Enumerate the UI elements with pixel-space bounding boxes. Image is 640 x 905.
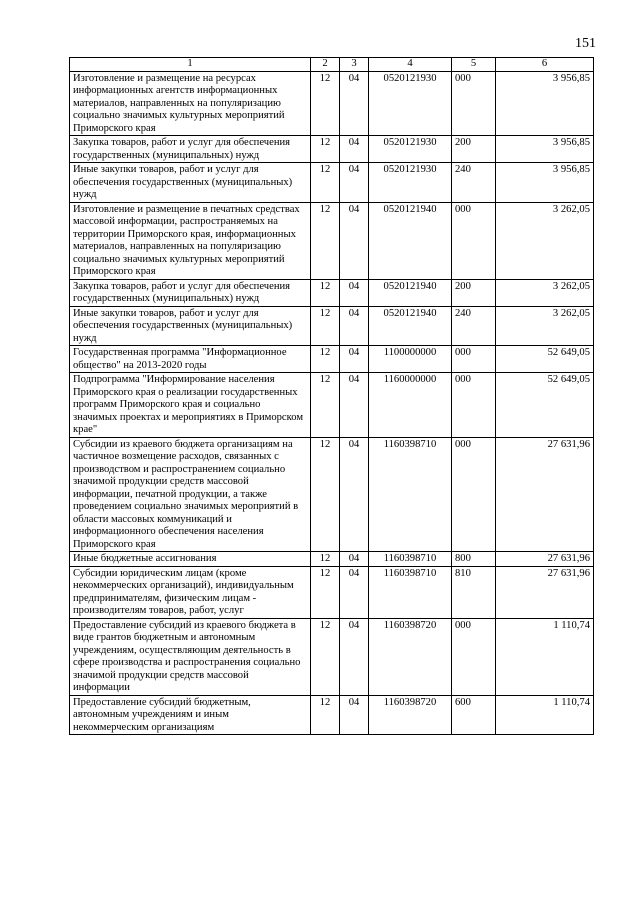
row-type-cell: 000 [452,373,496,438]
row-section-cell: 12 [311,695,340,735]
table-row [70,346,594,373]
row-section-cell: 12 [311,437,340,552]
row-subsection-cell: 04 [340,306,369,346]
row-code-cell: 0520121930 [369,163,452,203]
row-name-cell: Подпрограмма "Информирование населения Приморского края о реализации государственных программ Приморского края и социально значимых проектах и мероприятиях в Приморском крае" [70,373,311,438]
row-subsection-cell: 04 [340,279,369,306]
row-subsection-cell: 04 [340,202,369,279]
row-code-cell: 1160000000 [369,373,452,438]
row-type-cell: 240 [452,306,496,346]
row-type-cell: 200 [452,279,496,306]
row-type-cell: 000 [452,346,496,373]
column-header: 4 [369,58,452,72]
row-sum-cell: 3 956,85 [496,136,594,163]
row-type-cell: 000 [452,437,496,552]
row-code-cell: 1160398710 [369,566,452,618]
row-sum-cell: 27 631,96 [496,566,594,618]
table-row [70,566,594,618]
row-type-cell: 000 [452,618,496,695]
row-sum-cell: 3 262,05 [496,202,594,279]
table-row [70,306,594,346]
row-sum-cell: 1 110,74 [496,695,594,735]
row-code-cell: 0520121940 [369,306,452,346]
row-section-cell: 12 [311,163,340,203]
row-sum-cell: 3 262,05 [496,306,594,346]
row-sum-cell: 52 649,05 [496,346,594,373]
row-subsection-cell: 04 [340,618,369,695]
row-name-cell: Предоставление субсидий из краевого бюджета в виде грантов бюджетным и автономным учреждениям, осуществляющим деятельность в сфере производства и распространения социально значимой продукции средств массовой информации [70,618,311,695]
row-type-cell: 800 [452,552,496,567]
column-header: 3 [340,58,369,72]
row-name-cell: Иные закупки товаров, работ и услуг для обеспечения государственных (муниципальных) нужд [70,306,311,346]
row-code-cell: 1160398710 [369,437,452,552]
row-name-cell: Иные бюджетные ассигнования [70,552,311,567]
table-header-row [70,58,594,72]
row-section-cell: 12 [311,71,340,136]
row-sum-cell: 27 631,96 [496,437,594,552]
row-section-cell: 12 [311,279,340,306]
row-subsection-cell: 04 [340,71,369,136]
table-row [70,163,594,203]
row-code-cell: 1160398710 [369,552,452,567]
row-type-cell: 000 [452,71,496,136]
row-code-cell: 1160398720 [369,695,452,735]
row-name-cell: Иные закупки товаров, работ и услуг для обеспечения государственных (муниципальных) нужд [70,163,311,203]
row-subsection-cell: 04 [340,346,369,373]
column-header: 6 [496,58,594,72]
row-type-cell: 810 [452,566,496,618]
table-row [70,437,594,552]
row-type-cell: 240 [452,163,496,203]
row-code-cell: 0520121930 [369,71,452,136]
row-subsection-cell: 04 [340,552,369,567]
row-type-cell: 600 [452,695,496,735]
row-name-cell: Субсидии юридическим лицам (кроме некоммерческих организаций), индивидуальным предпринимателям, физическим лицам - производителям товаров, работ, услуг [70,566,311,618]
table-row [70,202,594,279]
row-section-cell: 12 [311,373,340,438]
row-name-cell: Закупка товаров, работ и услуг для обеспечения государственных (муниципальных) нужд [70,136,311,163]
row-name-cell: Субсидии из краевого бюджета организациям на частичное возмещение расходов, связанных с производством и распространением социально значимой продукции средств массовой информации, печатной продукции, а также проведением социально значимых мероприятий в области массовых коммуникаций и информационного обеспечения населения Приморского края [70,437,311,552]
row-type-cell: 200 [452,136,496,163]
row-name-cell: Предоставление субсидий бюджетным, автономным учреждениям и иным некоммерческим организациям [70,695,311,735]
row-section-cell: 12 [311,202,340,279]
column-header: 5 [452,58,496,72]
row-code-cell: 0520121940 [369,279,452,306]
row-code-cell: 0520121930 [369,136,452,163]
row-section-cell: 12 [311,346,340,373]
row-section-cell: 12 [311,552,340,567]
row-code-cell: 0520121940 [369,202,452,279]
row-subsection-cell: 04 [340,437,369,552]
row-code-cell: 1100000000 [369,346,452,373]
row-name-cell: Изготовление и размещение в печатных средствах массовой информации, распространяемых на территории Приморского края, информационных материалов, направленных на популяризацию социально значимых культурных мероприятий Приморского края [70,202,311,279]
column-header: 1 [70,58,311,72]
row-code-cell: 1160398720 [369,618,452,695]
row-section-cell: 12 [311,566,340,618]
row-name-cell: Изготовление и размещение на ресурсах информационных агентств информационных материалов, направленных на популяризацию социально значимых культурных мероприятий Приморского края [70,71,311,136]
row-section-cell: 12 [311,306,340,346]
row-subsection-cell: 04 [340,695,369,735]
row-sum-cell: 3 956,85 [496,163,594,203]
page-number: 151 [575,36,596,51]
row-name-cell: Закупка товаров, работ и услуг для обеспечения государственных (муниципальных) нужд [70,279,311,306]
table-row [70,552,594,567]
row-sum-cell: 1 110,74 [496,618,594,695]
budget-table [69,57,594,735]
row-type-cell: 000 [452,202,496,279]
row-sum-cell: 3 956,85 [496,71,594,136]
row-sum-cell: 27 631,96 [496,552,594,567]
table-row [70,618,594,695]
table-row [70,136,594,163]
row-section-cell: 12 [311,618,340,695]
row-sum-cell: 3 262,05 [496,279,594,306]
column-header: 2 [311,58,340,72]
row-subsection-cell: 04 [340,163,369,203]
row-sum-cell: 52 649,05 [496,373,594,438]
row-section-cell: 12 [311,136,340,163]
row-subsection-cell: 04 [340,566,369,618]
table-row [70,695,594,735]
table-row [70,71,594,136]
row-subsection-cell: 04 [340,373,369,438]
table-row [70,373,594,438]
table-body [70,71,594,735]
table-row [70,279,594,306]
row-subsection-cell: 04 [340,136,369,163]
row-name-cell: Государственная программа "Информационное общество" на 2013-2020 годы [70,346,311,373]
